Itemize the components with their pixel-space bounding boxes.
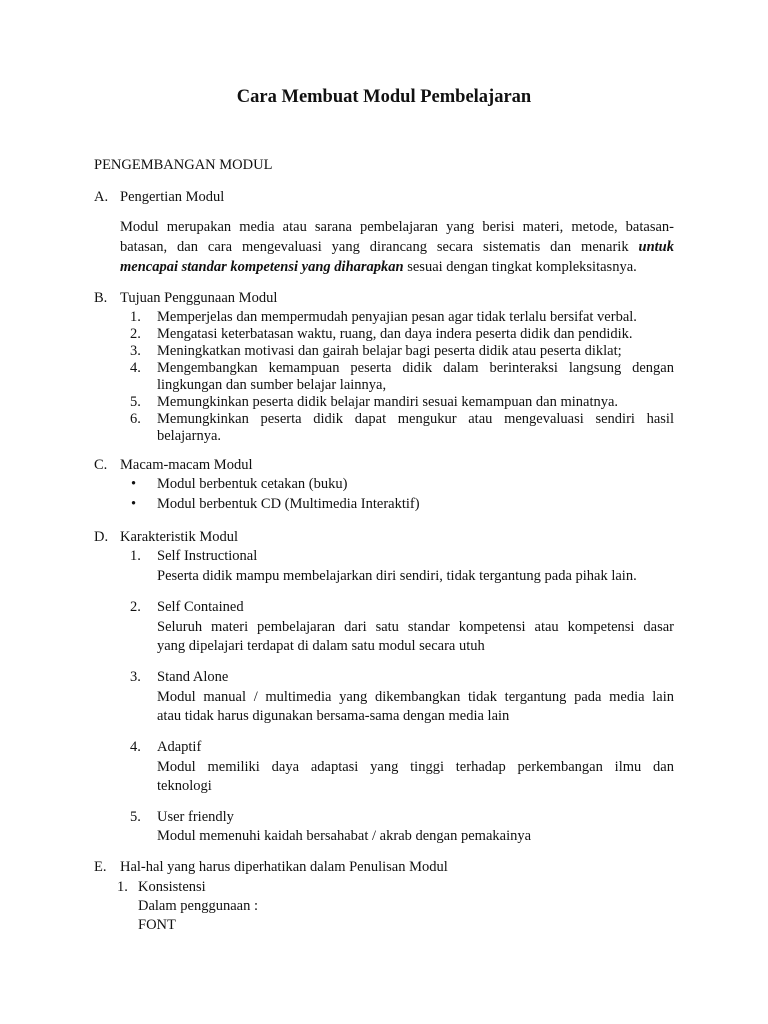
list-item-number: 3. [130,343,141,359]
section-d-title: Karakteristik Modul [120,529,238,545]
section-b-title: Tujuan Penggunaan Modul [120,290,278,306]
section-d-letter: D. [94,529,109,545]
list-item-number: 1. [130,548,141,564]
section-e-title: Hal-hal yang harus diperhatikan dalam Penulisan Modul [120,859,448,875]
list-item-description: Modul manual / multimedia yang dikembangkan tidak tergantung pada media lain [157,689,674,705]
section-b-letter: B. [94,290,108,306]
list-item-title: Stand Alone [157,669,229,685]
list-item-continuation: yang dipelajari terdapat di dalam satu modul secara utuh [157,638,485,654]
list-item-title: User friendly [157,809,234,825]
section-a-para-line1: Modul merupakan media atau sarana pembelajaran yang berisi materi, metode, batasan- [120,219,674,235]
list-item-number: 1. [117,879,128,895]
list-item-number: 2. [130,599,141,615]
bullet-icon: • [131,496,137,512]
section-a-title: Pengertian Modul [120,189,225,205]
list-item: Meningkatkan motivasi dan gairah belajar bagi peserta didik atau peserta diklat; [157,343,622,359]
list-item-number: 1. [130,309,141,325]
list-item-number: 4. [130,360,141,376]
list-item-number: 2. [130,326,141,342]
section-heading: PENGEMBANGAN MODUL [94,157,273,173]
list-item-number: 5. [130,394,141,410]
bullet-icon: • [131,476,137,492]
document-title: Cara Membuat Modul Pembelajaran [236,87,532,107]
list-item-continuation: belajarnya. [157,428,222,444]
list-item-description: Modul memenuhi kaidah bersahabat / akrab dengan pemakainya [157,828,532,844]
list-item: Memungkinkan peserta didik dapat mengukur atau mengevaluasi sendiri hasil [157,411,674,427]
list-item-description: Seluruh materi pembelajaran dari satu standar kompetensi atau kompetensi dasar [157,619,674,635]
section-e-letter: E. [94,859,107,875]
list-item-title: Konsistensi [138,879,206,895]
list-item: Mengatasi keterbatasan waktu, ruang, dan daya indera peserta didik dan pendidik. [157,326,633,342]
list-item-continuation: atau tidak harus digunakan bersama-sama dengan media lain [157,708,510,724]
list-item-continuation: lingkungan dan sumber belajar lainnya, [157,377,387,393]
list-item-number: 3. [130,669,141,685]
list-item-number: 6. [130,411,141,427]
list-item-description: Peserta didik mampu membelajarkan diri sendiri, tidak tergantung pada pihak lain. [157,568,637,584]
bullet-item: Modul berbentuk CD (Multimedia Interaktif) [157,496,420,512]
bullet-item: Modul berbentuk cetakan (buku) [157,476,348,492]
list-item: Memungkinkan peserta didik belajar mandiri sesuai kemampuan dan minatnya. [157,394,619,410]
section-c-letter: C. [94,457,108,473]
list-item: Mengembangkan kemampuan peserta didik dalam berinteraksi langsung dengan [157,360,674,376]
section-a-para-line3: mencapai standar kompetensi yang diharapkan sesuai dengan tingkat kompleksitasnya. [120,259,637,275]
list-item: Memperjelas dan mempermudah penyajian pesan agar tidak terlalu bersifat verbal. [157,309,637,325]
list-item-description: Modul memiliki daya adaptasi yang tinggi terhadap perkembangan ilmu dan [157,759,674,775]
section-c-title: Macam-macam Modul [120,457,253,473]
section-a-letter: A. [94,189,109,205]
list-item-title: Adaptif [157,739,202,755]
section-a-para-line2: batasan, dan cara mengevaluasi yang dirancang secara sistematis dan menarik untuk [120,239,674,255]
list-item-title: Self Contained [157,599,244,615]
list-item-continuation: teknologi [157,778,212,794]
list-item-number: 4. [130,739,141,755]
list-item-title: Self Instructional [157,548,258,564]
list-item-number: 5. [130,809,141,825]
list-item-subline: Dalam penggunaan : [138,898,258,914]
list-item-subline: FONT [138,917,176,933]
